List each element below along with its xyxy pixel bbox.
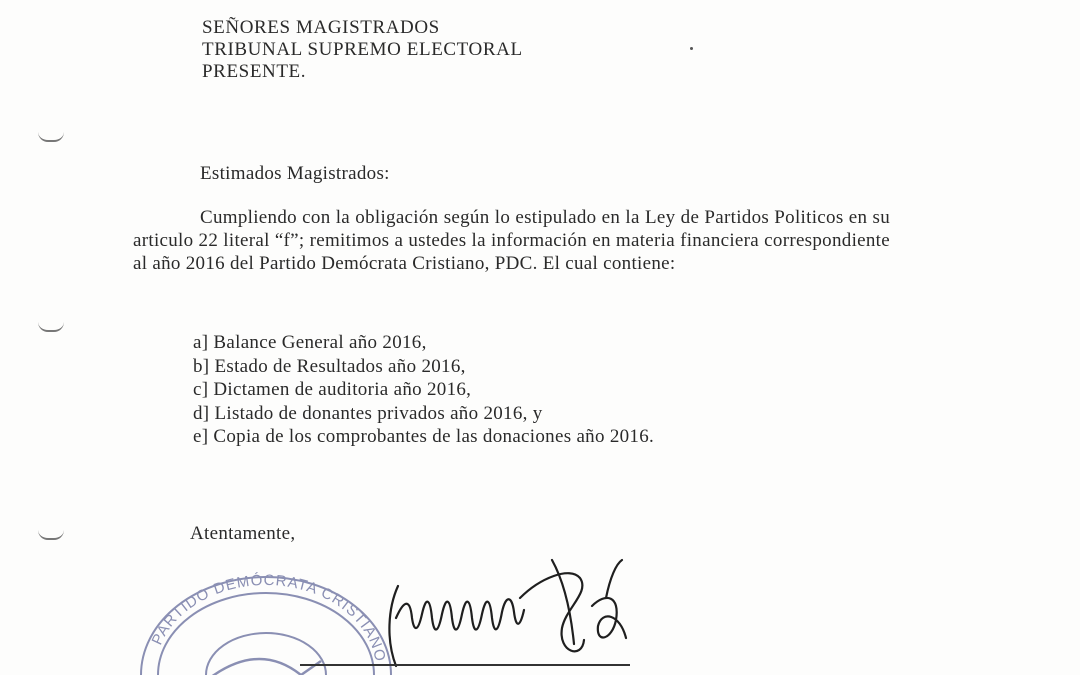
enclosure-list — [193, 331, 654, 449]
svg-text:PARTIDO DEMÓCRATA CRISTIANO — [149, 572, 389, 664]
closing: Atentamente, — [190, 523, 296, 544]
punch-hole-mark — [38, 132, 64, 142]
addressee-line-1: SEÑORES MAGISTRADOS — [202, 17, 440, 38]
list-item: c] Dictamen de auditoria año 2016, — [193, 379, 472, 400]
addressee-line-2: TRIBUNAL SUPREMO ELECTORAL — [202, 39, 523, 60]
fish-emblem-icon — [214, 659, 321, 675]
seal-text: PARTIDO DEMÓCRATA CRISTIANO — [148, 571, 389, 664]
addressee-block — [202, 17, 523, 83]
salutation: Estimados Magistrados: — [200, 163, 390, 184]
handwritten-signature-icon — [370, 548, 650, 675]
scan-speck — [690, 47, 693, 50]
addressee-line-3: PRESENTE. — [202, 61, 307, 82]
list-item: d] Listado de donantes privados año 2016, y — [193, 402, 543, 424]
list-item: e] Copia de los comprobantes de las donaciones año 2016. — [193, 426, 655, 447]
punch-hole-mark — [38, 530, 64, 540]
list-item: a] Balance General año 2016, — [193, 332, 427, 353]
party-seal-stamp — [126, 565, 396, 675]
body-paragraph: Cumpliendo con la obligación según lo estipulado en la Ley de Partidos Politicos en su articulo 22 literal “f”; remitimos a ustedes la información en materia financiera correspondiente al año 2016 del Partido Demócrata Cristiano, PDC. El cual contiene: — [133, 207, 890, 274]
signature-line — [300, 664, 630, 666]
list-item: b] Estado de Resultados año 2016, — [193, 355, 466, 377]
punch-hole-mark — [38, 322, 64, 332]
